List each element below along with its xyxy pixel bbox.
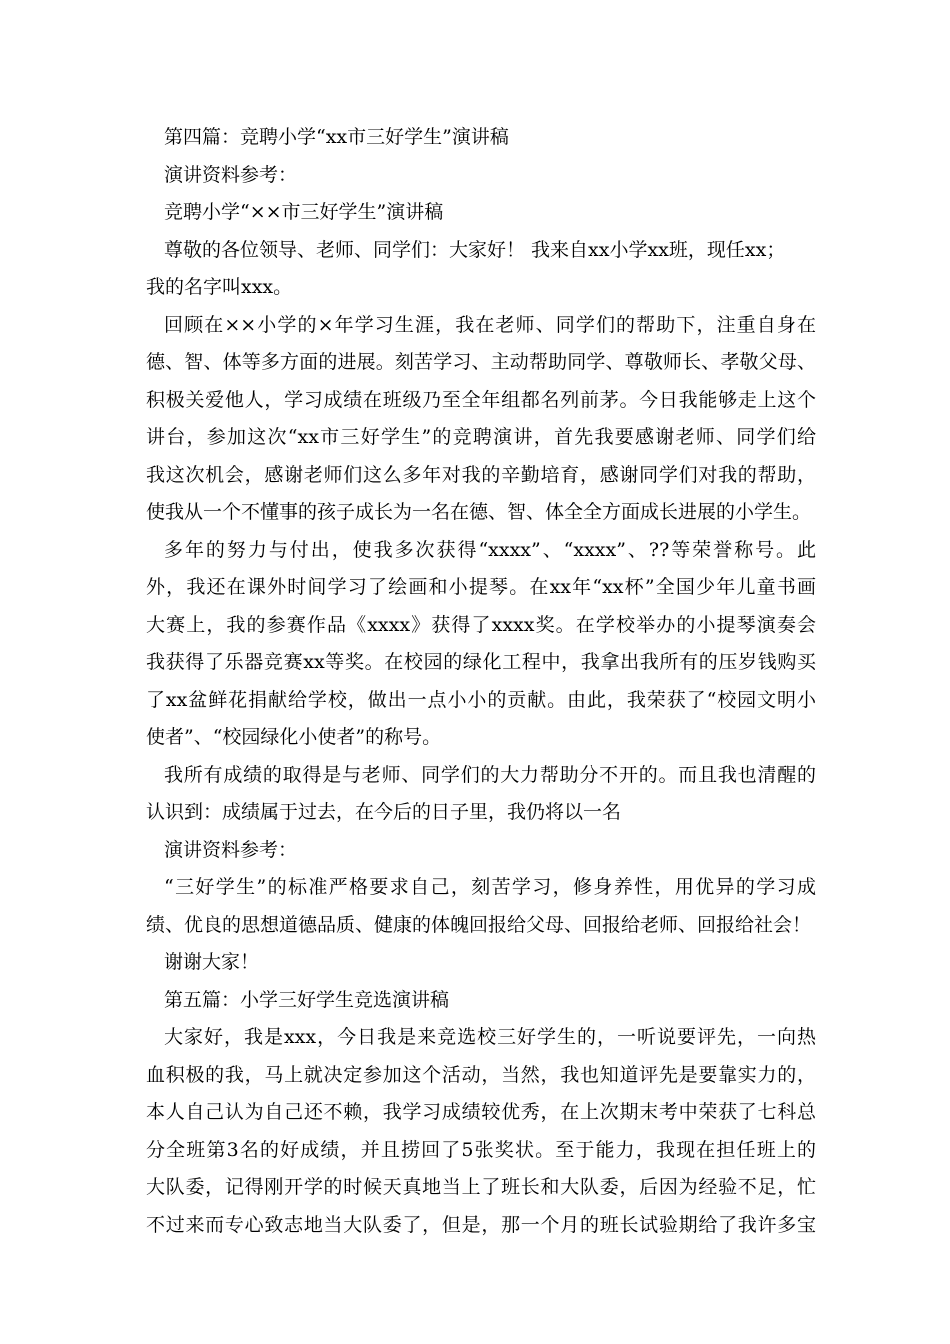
text-line: 多年的努力与付出，使我多次获得“xxxx”、“xxxx”、??等荣誉称号。此: [164, 538, 816, 561]
text-line: 回顾在××小学的×年学习生涯，我在老师、同学们的帮助下，注重自身在: [164, 313, 816, 336]
text-line: 我获得了乐器竞赛xx等奖。在校园的绿化工程中，我拿出我所有的压岁钱购买: [146, 651, 816, 673]
text-line: 积极关爱他人，学习成绩在班级乃至全年组都名列前茅。今日我能够走上这个: [146, 388, 816, 411]
text-line: 我的名字叫xxx。: [146, 276, 293, 298]
document-body: [146, 119, 816, 1244]
speech-title: 竞聘小学“××市三好学生”演讲稿: [164, 201, 444, 223]
text-line: 尊敬的各位领导、老师、同学们：大家好！ 我来自xx小学xx班，现任xx；: [164, 238, 786, 261]
text-line: 大队委，记得刚开学的时候天真地当上了班长和大队委，后因为经验不足，忙: [146, 1176, 816, 1198]
text-line: 本人自己认为自己还不赖，我学习成绩较优秀，在上次期末考中荣获了七科总: [146, 1101, 816, 1123]
text-line: 我这次机会，感谢老师们这么多年对我的辛勤培育，感谢同学们对我的帮助，: [146, 463, 816, 486]
text-line: 分全班第3名的好成绩，并且捞回了5张奖状。至于能力，我现在担任班上的: [146, 1138, 816, 1161]
text-line: 使者”、“校园绿化小使者”的称号。: [146, 726, 442, 748]
text-line: 不过来而专心致志地当大队委了，但是，那一个月的班长试验期给了我许多宝: [146, 1213, 816, 1236]
text-line: 认识到：成绩属于过去，在今后的日子里，我仍将以一名: [146, 801, 622, 823]
reference-label: 演讲资料参考：: [164, 838, 298, 861]
text-line: 外，我还在课外时间学习了绘画和小提琴。在xx年“xx杯”全国少年儿童书画: [146, 576, 816, 598]
text-line: 使我从一个不懂事的孩子成长为一名在德、智、体全全方面成长进展的小学生。: [146, 501, 812, 523]
text-line: 绩、优良的思想道德品质、健康的体魄回报给父母、回报给老师、回报给社会！: [146, 913, 812, 936]
text-line: 德、智、体等多方面的进展。刻苦学习、主动帮助同学、尊敬师长、孝敬父母、: [146, 351, 816, 373]
reference-label: 演讲资料参考：: [164, 163, 298, 186]
text-line: 大家好，我是xxx，今日我是来竞选校三好学生的，一听说要评先，一向热: [164, 1026, 816, 1048]
text-line: “三好学生”的标准严格要求自己，刻苦学习，修身养性，用优异的学习成: [164, 876, 816, 898]
thanks-line: 谢谢大家！: [164, 951, 260, 973]
heading-part-four: 第四篇：竞聘小学“xx市三好学生”演讲稿: [164, 126, 509, 148]
text-line: 大赛上，我的参赛作品《xxxx》获得了xxxx奖。在学校举办的小提琴演奏会: [146, 613, 816, 636]
text-line: 了xx盆鲜花捐献给学校，做出一点小小的贡献。由此，我荣获了“校园文明小: [146, 688, 816, 711]
text-line: 我所有成绩的取得是与老师、同学们的大力帮助分不开的。而且我也清醒的: [164, 763, 816, 786]
text-line: 讲台，参加这次“xx市三好学生”的竞聘演讲，首先我要感谢老师、同学们给: [146, 426, 816, 448]
text-line: 血积极的我，马上就决定参加这个活动，当然，我也知道评先是要靠实力的，: [146, 1063, 816, 1086]
heading-part-five: 第五篇：小学三好学生竞选演讲稿: [164, 988, 450, 1011]
